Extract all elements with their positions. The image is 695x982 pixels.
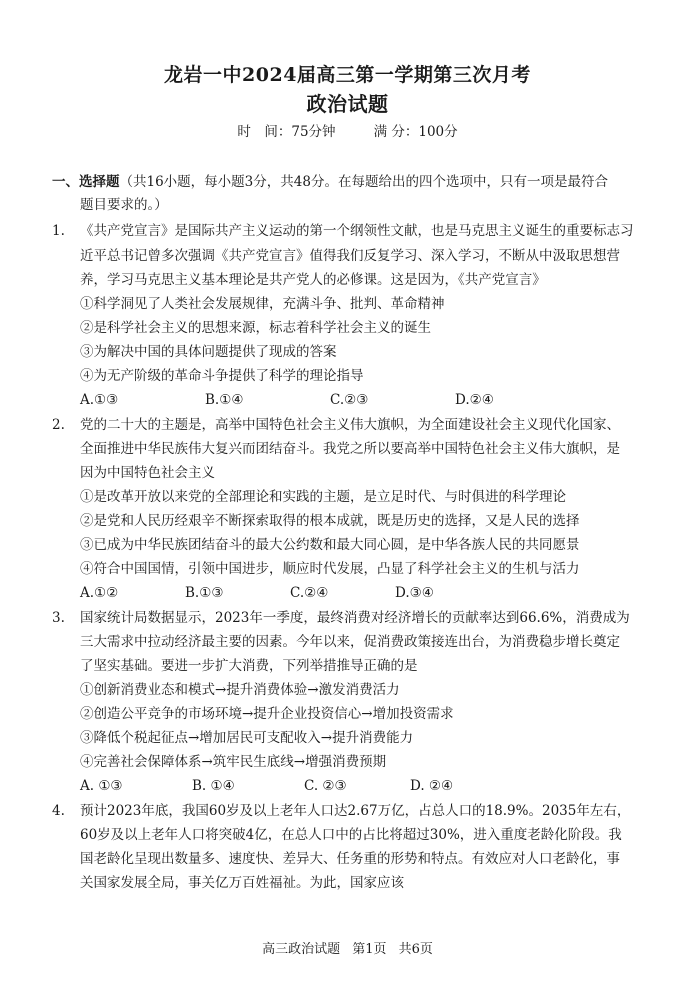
question-stem-line: 因为中国特色社会主义 [80,465,215,481]
statement-item: ②创造公平竞争的市场环境→提升企业投资信心→增加投资需求 [80,706,454,722]
score-label: 满 分：100分 [373,124,458,140]
question-stem-line: 国老龄化呈现出数量多、速度快、差异大、任务重的形势和特点。有效应对人口老龄化，事 [80,851,620,867]
statement-item: ③已成为中华民族团结奋斗的最大公约数和最大同心圆，是中华各族人民的共同愿景 [80,537,580,553]
option-b[interactable]: B. ①④ [192,778,235,794]
option-b[interactable]: B.①④ [205,392,244,408]
section-title: 一、选择题 [52,174,120,190]
option-c[interactable]: C.②③ [330,392,369,408]
statement-item: ①是改革开放以来党的全部理论和实践的主题，是立足时代、与时俱进的科学理论 [80,489,566,505]
statement-item: ①科学洞见了人类社会发展规律，充满斗争、批判、革命精神 [80,296,445,312]
option-b[interactable]: B.①③ [185,585,224,601]
statement-item: ②是科学社会主义的思想来源，标志着科学社会主义的诞生 [80,320,431,336]
option-d[interactable]: D. ②④ [410,778,454,794]
statement-item: ④为无产阶级的革命斗争提供了科学的理论指导 [80,368,364,384]
exam-title: 龙岩一中2024届高三第一学期第三次月考 [164,64,531,86]
question-stem-line: 三大需求中拉动经济最主要的因素。今年以来，促消费政策接连出台，为消费稳步增长奠定 [80,634,620,650]
statement-item: ④符合中国国情，引领中国进步，顺应时代发展，凸显了科学社会主义的生机与活力 [80,561,580,577]
question-stem-line: 近平总书记曾多次强调《共产党宣言》值得我们反复学习、深入学习，不断从中汲取思想营 [80,248,620,264]
question-stem-line: 60岁及以上老年人口将突破4亿，在总人口中的占比将超过30%，进入重度老龄化阶段。我 [80,827,622,843]
statement-item: ②是党和人民历经艰辛不断探索取得的根本成就，既是历史的选择，又是人民的选择 [80,513,580,529]
section-instruction: （共16小题，每小题3分，共48分。在每题给出的四个选项中，只有一项是最符合 [119,174,608,190]
question-stem-line: 关国家发展全局，事关亿万百姓福祉。为此，国家应该 [80,875,404,891]
footer-page: 第1页 [352,942,387,957]
question-stem-line: 了坚实基础。要进一步扩大消费，下列举措推导正确的是 [80,658,418,674]
question-number: 4. [52,803,65,819]
option-c[interactable]: C.②④ [290,585,329,601]
question-stem-line: 全面推进中华民族伟大复兴而团结奋斗。我党之所以要高举中国特色社会主义伟大旗帜，是 [80,441,620,457]
statement-item: ③降低个税起征点→增加居民可支配收入→提升消费能力 [80,730,414,746]
exam-meta [0,120,695,140]
time-label: 时 间：75分钟 [237,124,336,140]
question-stem-line: 养，学习马克思主义基本理论是共产党人的必修课。这是因为，《共产党宣言》 [80,272,546,288]
option-c[interactable]: C. ②③ [304,778,347,794]
section-heading [52,171,608,193]
page-footer [0,938,695,957]
statement-item: ①创新消费业态和模式→提升消费体验→激发消费活力 [80,682,400,698]
question-stem-line: 《共产党宣言》是国际共产主义运动的第一个纲领性文献，也是马克思主义诞生的重要标志习 [80,223,634,239]
statement-item: ③为解决中国的具体问题提供了现成的答案 [80,344,337,360]
option-d[interactable]: D.②④ [455,392,494,408]
question-stem-line: 预计2023年底，我国60岁及以上老年人口达2.67万亿，占总人口的18.9%。2035年左右， [80,803,631,819]
option-a[interactable]: A. ①③ [80,778,123,794]
option-a[interactable]: A.①③ [80,392,119,408]
footer-subject: 高三政治试题 [262,942,341,957]
exam-subject-title: 政治试题 [306,92,389,116]
option-d[interactable]: D.③④ [395,585,434,601]
section-instruction-cont: 题目要求的。） [80,197,168,213]
question-number: 1. [52,223,65,239]
question-number: 3. [52,610,65,626]
option-a[interactable]: A.①② [80,585,119,601]
question-number: 2. [52,417,65,433]
footer-total: 共6页 [398,942,433,957]
statement-item: ④完善社会保障体系→筑牢民生底线→增强消费预期 [80,754,387,770]
question-stem-line: 国家统计局数据显示，2023年一季度，最终消费对经济增长的贡献率达到66.6%，消费成为 [80,610,630,626]
question-stem-line: 党的二十大的主题是，高举中国特色社会主义伟大旗帜，为全面建设社会主义现代化国家、 [80,417,620,433]
